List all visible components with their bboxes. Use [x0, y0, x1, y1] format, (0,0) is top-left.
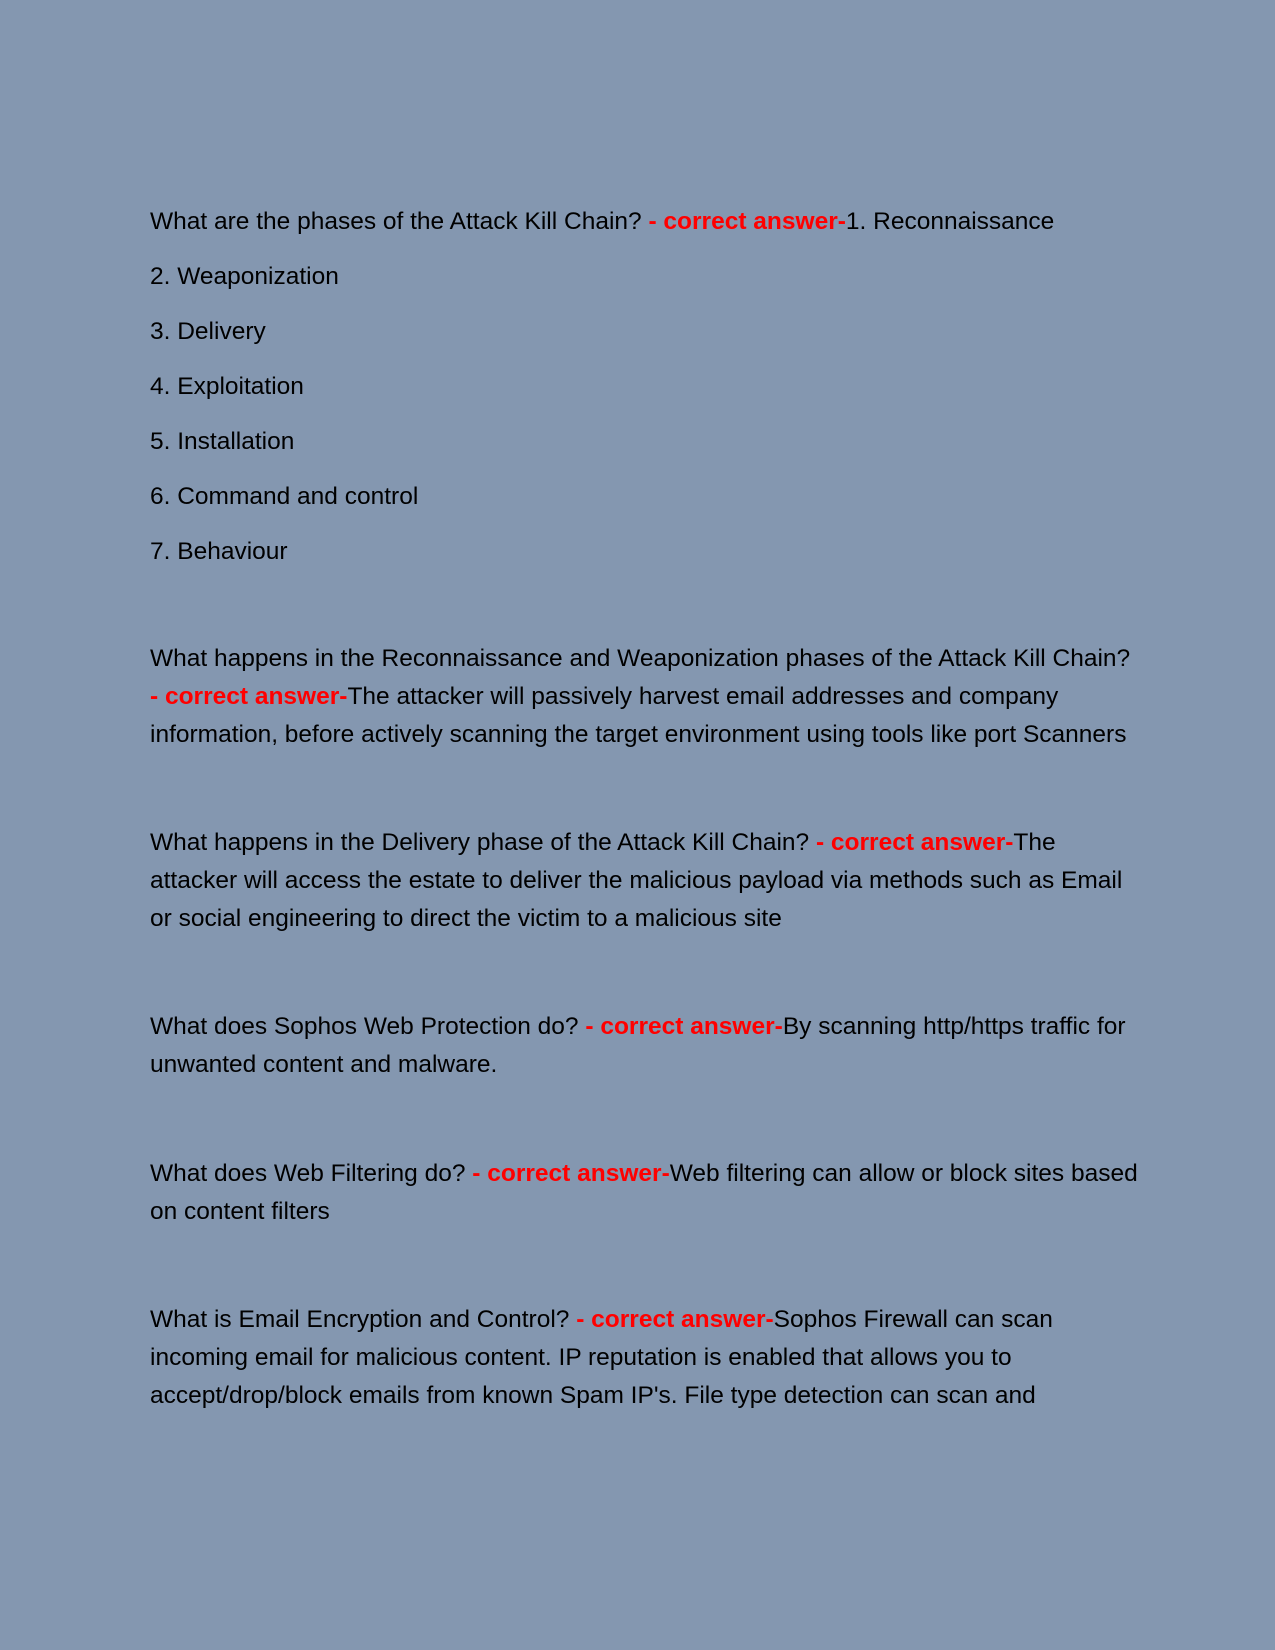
correct-answer-marker: - correct answer-	[150, 683, 348, 710]
question-text: What happens in the Delivery phase of the Attack Kill Chain?	[150, 829, 816, 856]
correct-answer-marker: - correct answer-	[585, 1013, 783, 1040]
list-item: 7. Behaviour	[150, 538, 288, 565]
kill-chain-phase-list	[150, 258, 1140, 571]
answer-text: The attacker will passively harvest email addresses and company information, before actively scanning the target environment using tools like port Scanners	[150, 683, 1127, 748]
answer-text: Sophos Firewall can scan incoming email for malicious content. IP reputation is enabled that allows you to accept/drop/block emails from known Spam IP's. File type detection can scan and	[150, 1306, 1053, 1409]
qa-item-email-encryption	[150, 1301, 1140, 1415]
qa-item-web-filtering	[150, 1155, 1140, 1231]
list-item: 3. Delivery	[150, 318, 266, 345]
answer-text: The attacker will access the estate to deliver the malicious payload via methods such as Email or social engineering to direct the victim to a malicious site	[150, 829, 1123, 932]
document-content	[150, 203, 1140, 1415]
qa-item-web-protection	[150, 1008, 1140, 1084]
question-text: What happens in the Reconnaissance and Weaponization phases of the Attack Kill Chain?	[150, 645, 1131, 672]
correct-answer-marker: - correct answer-	[815, 829, 1014, 856]
answer-text: 1. Reconnaissance	[845, 208, 1055, 235]
list-item: 2. Weaponization	[150, 263, 339, 290]
question-text: What is Email Encryption and Control?	[150, 1306, 577, 1333]
answer-text: By scanning http/https traffic for unwanted content and malware.	[150, 1013, 1126, 1078]
correct-answer-marker: - correct answer-	[576, 1306, 774, 1333]
answer-text: Web filtering can allow or block sites based on content filters	[150, 1160, 1138, 1225]
correct-answer-marker: - correct answer-	[472, 1160, 670, 1187]
list-item: 4. Exploitation	[150, 373, 304, 400]
qa-item-delivery	[150, 824, 1140, 938]
qa-item-kill-chain-phases	[150, 203, 1140, 241]
question-text: What does Web Filtering do?	[150, 1160, 473, 1187]
list-item: 5. Installation	[150, 428, 295, 455]
correct-answer-marker: - correct answer-	[648, 208, 846, 235]
list-item: 6. Command and control	[150, 483, 419, 510]
question-text: What does Sophos Web Protection do?	[150, 1013, 586, 1040]
question-text: What are the phases of the Attack Kill Chain?	[150, 208, 649, 235]
qa-item-recon-weaponization	[150, 640, 1140, 754]
